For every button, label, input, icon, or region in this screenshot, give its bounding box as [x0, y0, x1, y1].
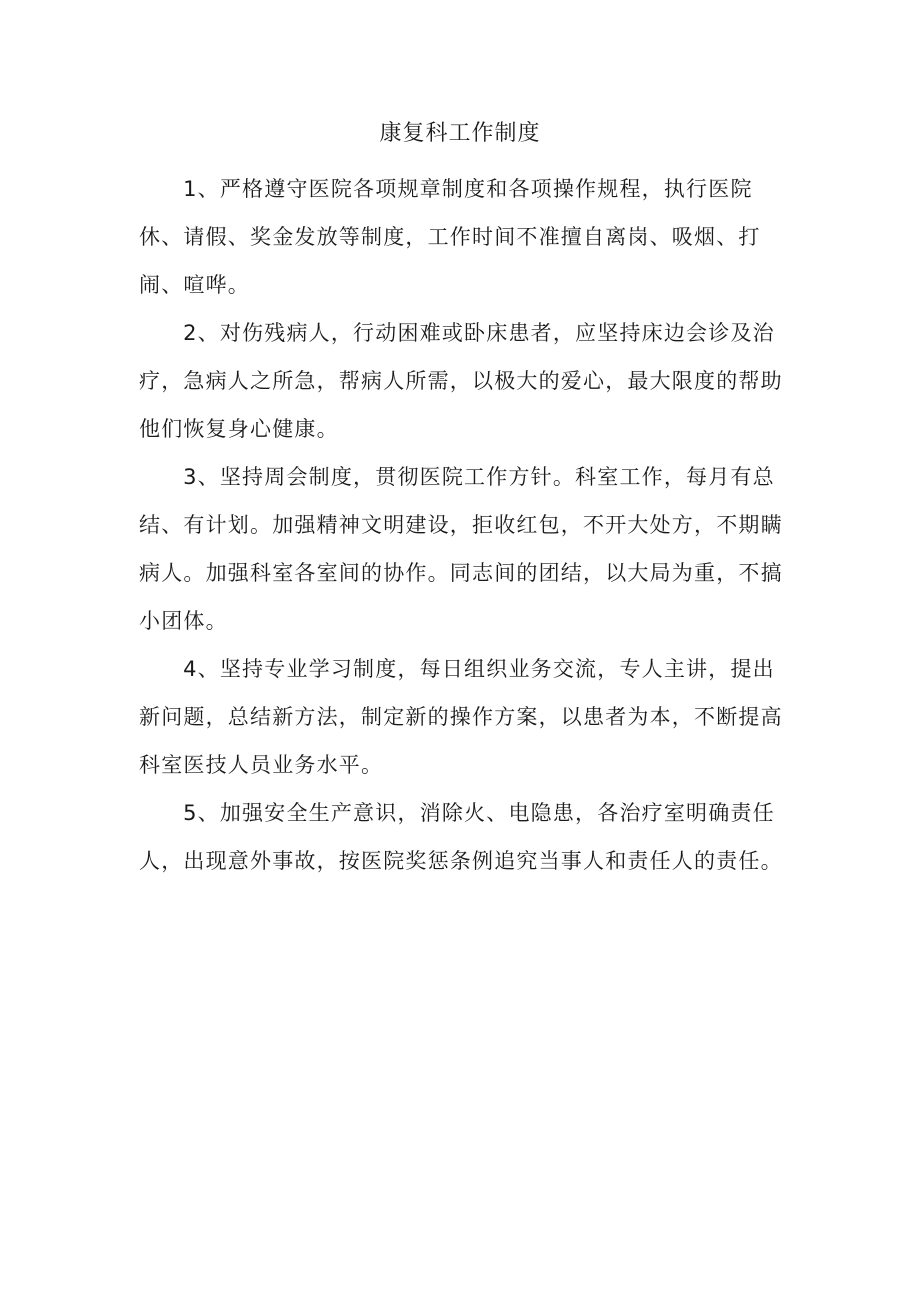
rule-paragraph-1: 1、严格遵守医院各项规章制度和各项操作规程，执行医院休、请假、奖金发放等制度，工作时间不准擅自离岗、吸烟、打闹、喧哗。	[139, 177, 761, 297]
document-title: 康复科工作制度	[379, 121, 541, 146]
rule-paragraph-2: 2、对伤残病人，行动困难或卧床患者，应坚持床边会诊及治疗，急病人之所急，帮病人所需，以极大的爱心，最大限度的帮助他们恢复身心健康。	[139, 321, 783, 441]
document-body	[139, 165, 789, 933]
rule-paragraph-5: 5、加强安全生产意识，消除火、电隐患，各治疗室明确责任人，出现意外事故，按医院奖惩条例追究当事人和责任人的责任。	[139, 801, 783, 873]
rule-paragraph-4: 4、坚持专业学习制度，每日组织业务交流，专人主讲，提出新问题，总结新方法，制定新的操作方案，以患者为本，不断提高科室医技人员业务水平。	[139, 657, 783, 777]
rule-paragraph-3: 3、坚持周会制度，贯彻医院工作方针。科室工作，每月有总结、有计划。加强精神文明建设，拒收红包，不开大处方，不期瞒病人。加强科室各室间的协作。同志间的团结，以大局为重，不搞小团体。	[139, 465, 783, 633]
